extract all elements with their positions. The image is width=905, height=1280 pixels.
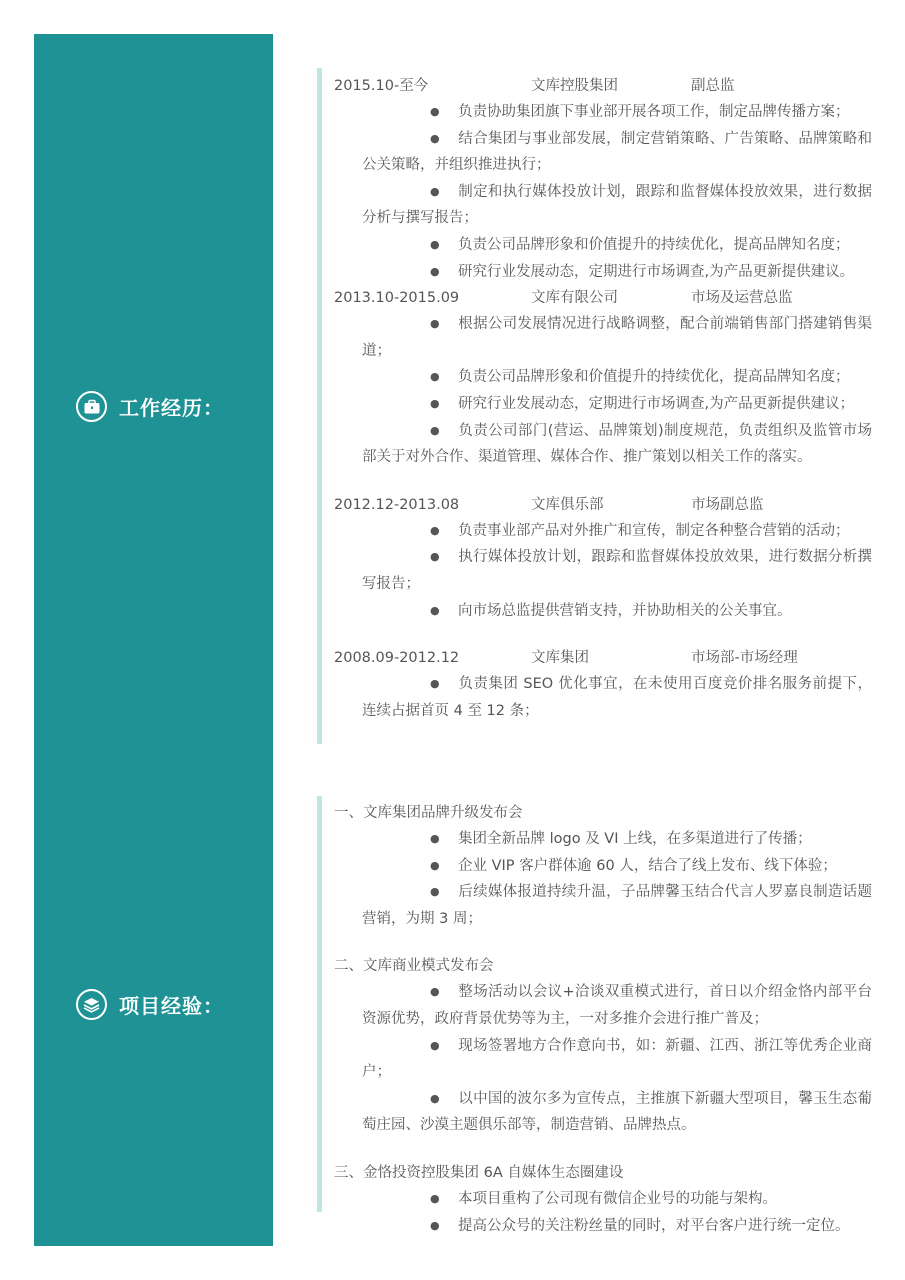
job-header <box>334 492 872 518</box>
list-item: ● 提高公众号的关注粉丝量的同时，对平台客户进行统一定位。 <box>430 1217 850 1234</box>
list-item: ● 制定和执行媒体投放计划，跟踪和监督媒体投放效果，进行数据分析与撰写报告； <box>362 183 872 227</box>
job-role: 市场部-市场经理 <box>691 650 798 667</box>
list-item: ● 负责公司品牌形象和价值提升的持续优化，提高品牌知名度； <box>430 369 850 386</box>
list-item: ● 结合集团与事业部发展，制定营销策略、广告策略、品牌策略和公关策略，并组织推进执行； <box>362 130 872 174</box>
job-entry <box>334 73 872 285</box>
list-item: ● 整场活动以会议+洽谈双重模式进行，首日以介绍金恪内部平台资源优势，政府背景优势等为主，一对多推介会进行推广普及； <box>362 984 872 1027</box>
job-company: 文库俱乐部 <box>531 496 604 513</box>
job-role: 副总监 <box>691 78 735 94</box>
work-section-title: 工作经历： <box>119 396 224 420</box>
job-date: 2012.12-2013.08 <box>334 496 460 513</box>
project-entry <box>334 800 872 932</box>
project-title: 三、金恪投资控股集团 6A 自媒体生态圈建设 <box>334 1164 624 1181</box>
work-experience <box>317 68 872 744</box>
project-entry <box>334 1160 872 1239</box>
list-item: ● 企业 VIP 客户群体逾 60 人，结合了线上发布、线下体验； <box>430 857 837 874</box>
project-entry <box>334 953 872 1139</box>
job-header <box>334 285 872 311</box>
job-company: 文库控股集团 <box>531 78 618 94</box>
sidebar <box>34 34 273 1246</box>
list-item: ● 负责事业部产品对外推广和宣传，制定各种整合营销的活动； <box>430 522 850 539</box>
job-header <box>334 645 872 671</box>
list-item: ● 根据公司发展情况进行战略调整，配合前端销售部门搭建销售渠道； <box>362 316 872 359</box>
list-item: ● 后续媒体报道持续升温，子品牌馨玉结合代言人罗嘉良制造话题营销，为期 3 周； <box>362 884 872 927</box>
project-section-title: 项目经验： <box>119 994 224 1018</box>
job-header <box>334 73 872 99</box>
work-section-label <box>76 391 224 422</box>
project-title: 二、文库商业模式发布会 <box>334 958 494 975</box>
job-date: 2015.10-至今 <box>334 78 429 94</box>
job-role: 市场及运营总监 <box>691 290 793 307</box>
list-item: ● 向市场总监提供营销支持，并协助相关的公关事宜。 <box>430 602 792 619</box>
job-company: 文库有限公司 <box>531 290 618 307</box>
job-date: 2008.09-2012.12 <box>334 650 460 667</box>
job-entry <box>334 285 872 471</box>
project-section-label <box>76 989 224 1020</box>
list-item: ● 负责集团 SEO 优化事宜，在未使用百度竞价排名服务前提下，连续占据首页 4 至 12 条； <box>362 676 872 719</box>
list-item: ● 负责协助集团旗下事业部开展各项工作，制定品牌传播方案； <box>430 104 850 120</box>
list-item: ● 研究行业发展动态，定期进行市场调查,为产品更新提供建议。 <box>430 263 855 280</box>
layers-icon <box>76 989 107 1020</box>
job-role: 市场副总监 <box>691 496 764 513</box>
list-item: ● 负责公司品牌形象和价值提升的持续优化，提高品牌知名度； <box>430 236 850 253</box>
list-item: ● 执行媒体投放计划，跟踪和监督媒体投放效果，进行数据分析撰写报告； <box>362 549 872 592</box>
job-company: 文库集团 <box>531 650 589 667</box>
list-item: ● 负责公司部门(营运、品牌策划)制度规范，负责组织及监管市场部关于对外合作、渠道管理、媒体合作、推广策划以相关工作的落实。 <box>362 422 872 466</box>
project-title: 一、文库集团品牌升级发布会 <box>334 805 523 821</box>
project-experience <box>317 796 872 1234</box>
list-item: ● 集团全新品牌 logo 及 VI 上线，在多渠道进行了传播； <box>430 831 812 847</box>
list-item: ● 现场签署地方合作意向书，如：新疆、江西、浙江等优秀企业商户； <box>362 1037 872 1081</box>
job-entry <box>334 645 872 724</box>
briefcase-icon <box>76 391 107 422</box>
list-item: ● 本项目重构了公司现有微信企业号的功能与架构。 <box>430 1190 777 1207</box>
list-item: ● 以中国的波尔多为宣传点，主推旗下新疆大型项目，馨玉生态葡萄庄园、沙漠主题俱乐部等，制造营销、品牌热点。 <box>362 1090 872 1134</box>
job-date: 2013.10-2015.09 <box>334 290 460 307</box>
list-item: ● 研究行业发展动态，定期进行市场调查,为产品更新提供建议； <box>430 395 855 412</box>
job-entry <box>334 492 872 624</box>
